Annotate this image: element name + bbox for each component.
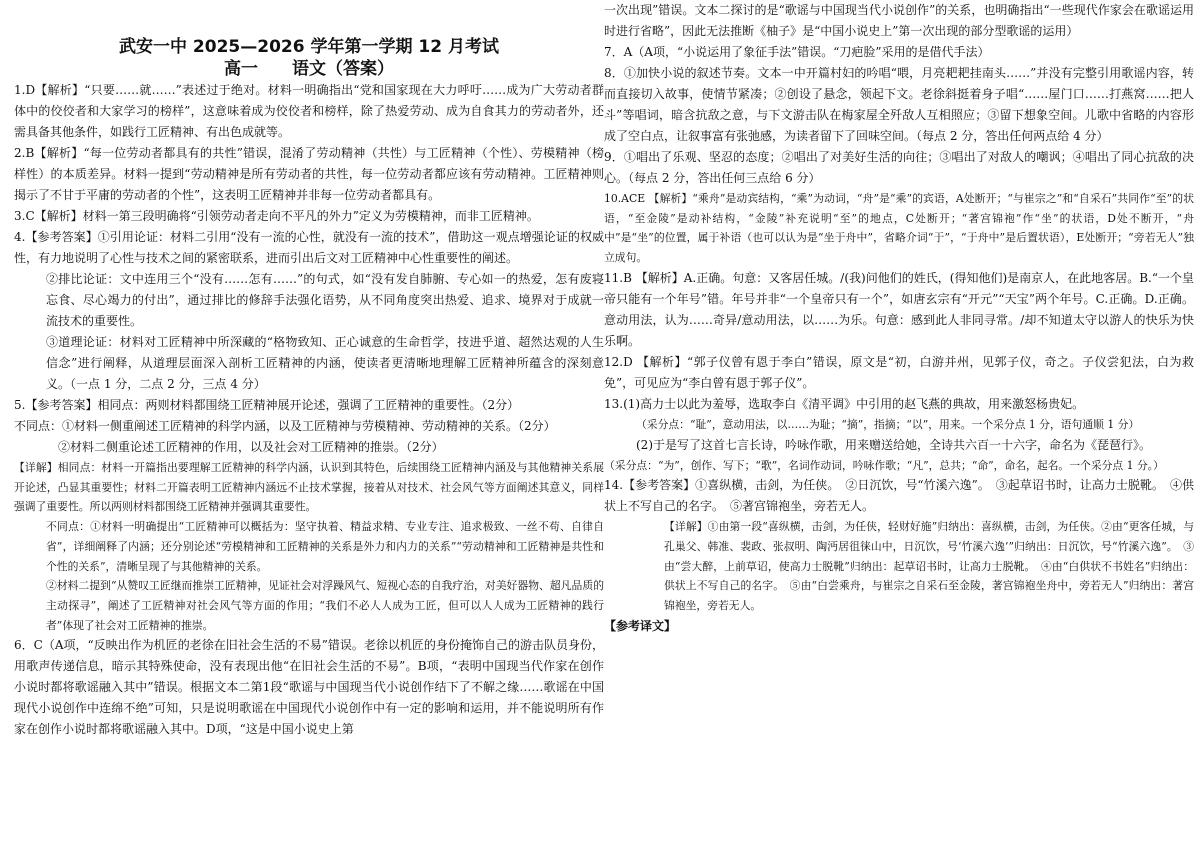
answer-paragraph: ②材料二提到“从赞叹工匠继而推崇工匠精神，见证社会对浮躁风气、短视心态的自我疗治，对美好器物、超凡品质的主动探寻”，阐述了工匠精神对社会风气等方面的作用；“我们不必人人成为工匠，但可以人人成为工匠精神的践行者”体现了社会对工匠精神的推崇。 bbox=[46, 579, 604, 632]
answer-paragraph: 【详解】①由第一段“喜纵横，击剑，为任侠，轻财好施”归纳出：喜纵横，击剑，为任侠。②由“更客任城，与孔巢父、韩准、裴政、张叔明、陶沔居徂徕山中，日沉饮，号‘竹溪六逸’”归纳出：日沉饮，号“竹溪六逸”。 ③由“尝大醉，上前草诏，使高力士脱靴”归纳出：起草诏书时，让高力士脱靴。 ④由“白供状不书姓名”归纳出：供状上不写自己的名字。 ⑤由“白尝乘舟，与崔宗之自采石至金陵，著宫锦袍坐舟中，旁若无人”归纳出：著宫锦袍坐，旁若无人。 bbox=[664, 520, 1194, 613]
left-column-body bbox=[14, 80, 604, 740]
right-column bbox=[604, 0, 1194, 847]
right-column-body bbox=[604, 0, 1194, 637]
left-column bbox=[14, 0, 604, 847]
answer-paragraph: ②排比论证：文中连用三个“没有……怎有……”的句式，如“没有发自肺腑、专心如一的热爱，怎有废寝忘食、尽心竭力的付出”，通过排比的修辞手法强化语势，从不同角度突出热爱、追求、境界对于成就一流技术的重要性。 bbox=[46, 272, 604, 328]
answer-paragraph: 4.【参考答案】①引用论证：材料二引用“没有一流的心性，就没有一流的技术”，借助这一观点增强论证的权威性，有力地说明了心性与技术之间的紧密联系，进而引出后文对工匠精神中心性重要性的阐述。 bbox=[14, 230, 604, 265]
answer-paragraph: 【详解】相同点：材料一开篇指出要理解工匠精神的科学内涵，认识到其特色，后续围绕工匠精神内涵及与其他精神关系展开论述，凸显其重要性；材料二开篇表明工匠精神内涵远不止技术掌握，接着从对技术、社会风气等方面阐述其意义，同样强调了重要性。所以两则材料都围绕工匠精神并强调其重要性。 bbox=[14, 461, 604, 514]
answer-paragraph: 3.C【解析】材料一第三段明确将“引领劳动者走向不平凡的外力”定义为劳模精神，而非工匠精神。 bbox=[14, 209, 539, 223]
answer-paragraph: 【参考译文】 bbox=[604, 618, 677, 633]
answer-paragraph: ③道理论证：材料对工匠精神中所深藏的“格物致知、正心诚意的生命哲学，技进乎道、超然达观的人生信念”进行阐释，从道理层面深入剖析工匠精神的内涵，使读者更清晰地理解工匠精神所蕴含的深刻意义。（一点 1 分，二点 2 分，三点 4 分） bbox=[46, 335, 604, 391]
answer-paragraph: 11.B 【解析】A.正确。句意：又客居任城。/(我)问他们的姓氏，(得知他们)是南京人，在此地客居。B.“一个皇帝只能有一个年号”错。年号并非“一个皇帝只有一个”，如唐玄宗有“开元”“天宝”两个年号。C.正确。D.正确。意动用法，认为……奇异/意动用法，以……为乐。句意：感到此人非同寻常。/却不知道太守以游人的快乐为快乐啊。 bbox=[604, 270, 1194, 348]
answer-paragraph: 1.D【解析】“只要……就……”表述过于绝对。材料一明确指出“党和国家现在大力呼吁……成为广大劳动者群体中的佼佼者和大家学习的榜样”，这意味着成为佼佼者和榜样，除了热爱劳动、成为自食其力的劳动者外，还需具备其他条件，如践行工匠精神、有出色成就等。 bbox=[14, 83, 604, 139]
answer-paragraph: 7．A（A项，“小说运用了象征手法”错误。“刀疤脸”采用的是借代手法） bbox=[604, 45, 990, 59]
answer-paragraph: 2.B【解析】“每一位劳动者都具有的共性”错误，混淆了劳动精神（共性）与工匠精神（个性）、劳模精神（榜样性）的本质差异。材料一提到“劳动精神是所有劳动者的共性，每一位劳动者都应该有劳动精神。工匠精神则揭示了不甘于平庸的劳动者的个性”，这表明工匠精神并非每一位劳动者都具有。 bbox=[14, 146, 604, 202]
answer-paragraph: （采分点：“为”，创作、写下；“歌”，名词作动词，吟咏作歌；“凡”，总共；“命”，命名，起名。一个采分点 1 分。） bbox=[604, 458, 1164, 472]
answer-paragraph: ②材料二侧重论述工匠精神的作用，以及社会对工匠精神的推崇。（2分） bbox=[58, 440, 444, 454]
answer-paragraph: 12.D 【解析】“郭子仪曾有恩于李白”错误，原文是“初，白游并州，见郭子仪，奇之。子仪尝犯法，白为救免”，可见应为“李白曾有恩于郭子仪”。 bbox=[604, 354, 1194, 390]
answer-paragraph: 13.(1)高力士以此为羞辱，选取李白《清平调》中引用的赵飞燕的典故，用来激怒杨贵妃。 bbox=[604, 396, 1085, 411]
answer-paragraph: 9．①唱出了乐观、坚忍的态度；②唱出了对美好生活的向往；③唱出了对敌人的嘲讽；④唱出了同心抗敌的决心。（每点 2 分，答出任何三点给 6 分） bbox=[604, 150, 1194, 185]
answer-paragraph: 5.【参考答案】相同点：两则材料都围绕工匠精神展开论述，强调了工匠精神的重要性。（2分） bbox=[14, 398, 520, 412]
answer-paragraph: 不同点：①材料一明确提出“工匠精神可以概括为：坚守执着、精益求精、专业专注、追求极致、一丝不苟、自律自省”，详细阐释了内涵；还分别论述“劳模精神和工匠精神的关系是外力和内力的关系”“劳动精神和工匠精神是共性和个性的关系”，清晰呈现了与其他精神的关系。 bbox=[46, 520, 604, 573]
answer-paragraph: 一次出现”错误。文本二探讨的是“歌谣与中国现当代小说创作”的关系，也明确指出“一些现代作家会在歌谣运用时进行省略”，因此无法推断《柚子》是“中国小说史上”第一次出现的部分型歌谣的运用） bbox=[604, 3, 1194, 38]
answer-paragraph: 不同点：①材料一侧重阐述工匠精神的科学内涵，以及工匠精神与劳模精神、劳动精神的关系。（2分） bbox=[14, 419, 556, 433]
answer-paragraph: （采分点：“耻”，意动用法，以……为耻；“摘”，指摘；“以”，用来。一个采分点 1 分，语句通顺 1 分） bbox=[636, 417, 1140, 431]
answer-paragraph: 10.ACE 【解析】“乘舟”是动宾结构，“乘”为动词，“舟”是“乘”的宾语，A处断开；“与崔宗之”和“自采石”共同作“至”的状语，“至金陵”是动补结构，“金陵”补充说明“至”的地点，C处断开；“著宫锦袍”作“坐”的状语，D处不断开，“舟中”是“坐”的位置，属于补语（也可以认为是“坐于舟中”，省略介词“于”，“于舟中”是后置状语），E处断开；“旁若无人”独立成句。 bbox=[604, 192, 1194, 265]
exam-subtitle: 高一 语文（答案） bbox=[224, 59, 394, 79]
answer-paragraph: 6．C（A项，“反映出作为机匠的老徐在旧社会生活的不易”错误。老徐以机匠的身份掩饰自己的游击队员身份，用歌声传递信息，暗示其特殊使命，没有表现出他“在旧社会生活的不易”。B项，“表明中国现当代作家在创作小说时都将歌谣融入其中”错误。根据文本二第1段“歌谣与中国现当代小说创作结下了不解之缘……歌谣在中国现代小说创作中连绵不绝”可知，只是说明歌谣在中国现代小说创作中有一定的影响和运用，并不能说明所有作家在创作小说时都将歌谣融入其中。D项，“这是中国小说史上第 bbox=[14, 638, 604, 737]
answer-paragraph: (2)于是写了这首七言长诗，吟咏作歌，用来赠送给她，全诗共六百一十六字，命名为《琵琶行》。 bbox=[636, 437, 1152, 452]
answer-paragraph: 8．①加快小说的叙述节奏。文本一中开篇村妇的吟唱“喂，月亮耙耙挂南头……”并没有完整引用歌谣内容，转而直接切入故事，使情节紧凑；②创设了悬念，领起下文。老徐斜挺着身子唱“……屋门口……打燕窝……把人斗”等唱词，暗含抗敌之意，与下文游击队在梅家屋全歼敌人互相照应；③留下想象空间。儿歌中省略的内容形成了空白点，让叙事富有张弛感，为读者留下了回味空间。（每点 2 分，答出任何两点给 4 分） bbox=[604, 66, 1194, 143]
exam-title: 武安一中 2025—2026 学年第一学期 12 月考试 bbox=[119, 37, 499, 57]
answer-paragraph: 14.【参考答案】①喜纵横，击剑，为任侠。 ②日沉饮，号“竹溪六逸”。 ③起草诏书时，让高力士脱靴。 ④供状上不写自己的名字。 ⑤著宫锦袍坐，旁若无人。 bbox=[604, 478, 1194, 514]
